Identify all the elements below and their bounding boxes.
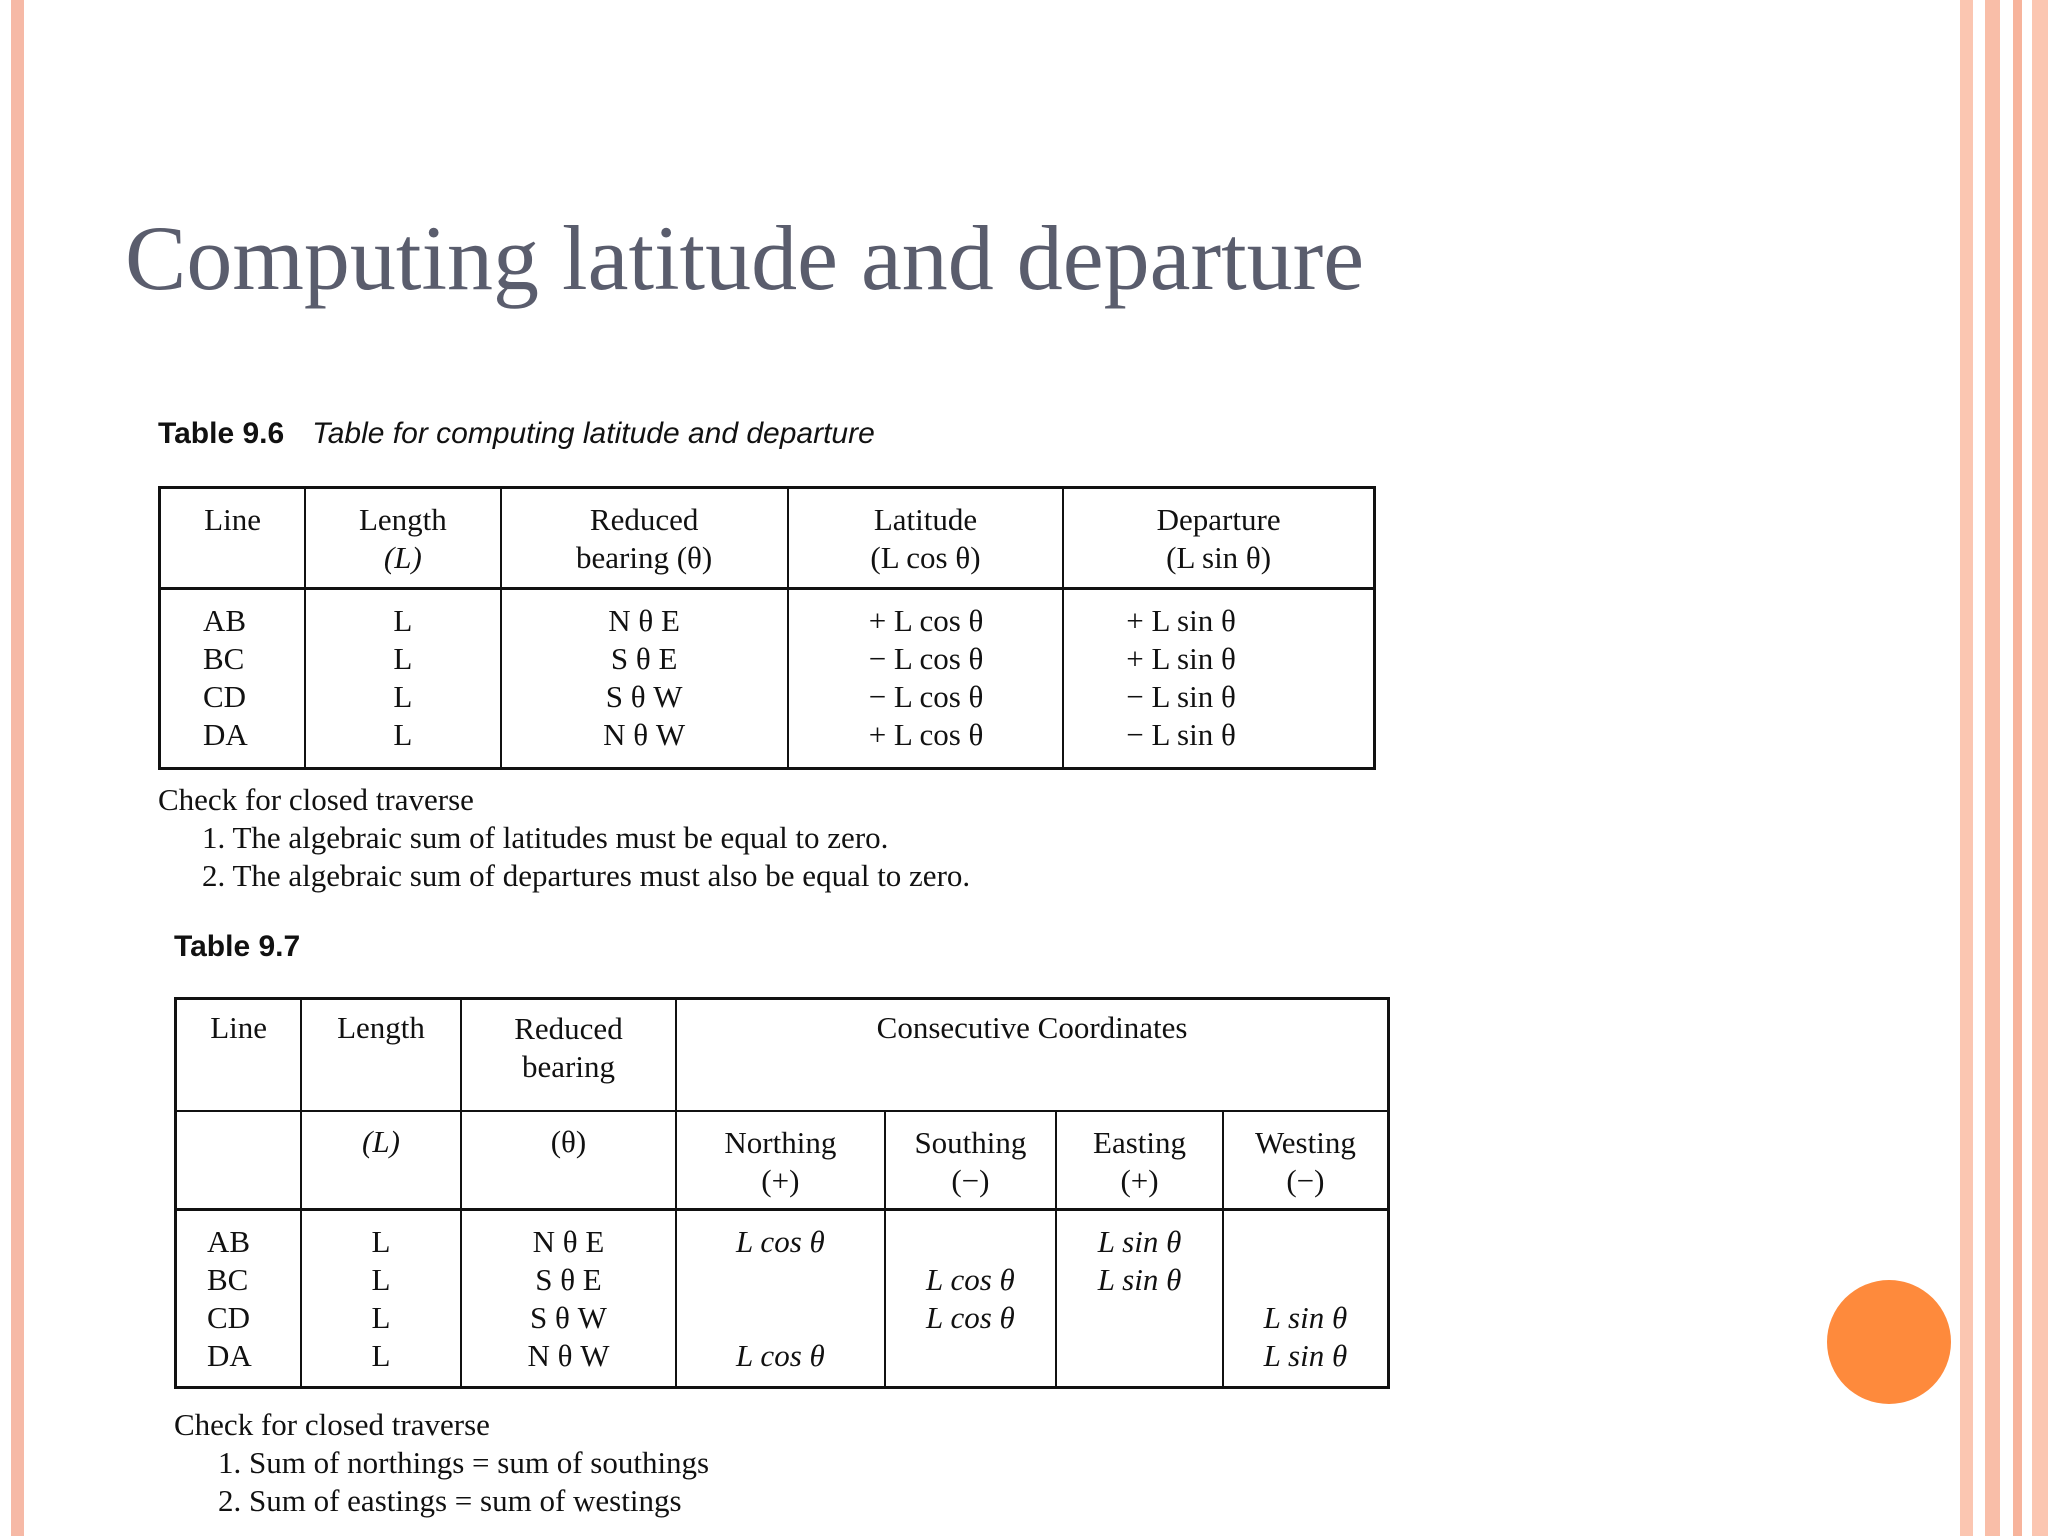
slide-title: Computing latitude and departure	[125, 207, 1365, 309]
table1-check-item: 2. The algebraic sum of departures must also be equal to zero.	[202, 858, 971, 893]
table2-check-notes	[174, 1406, 709, 1520]
table2-header-coordinates: Consecutive Coordinates	[676, 999, 1388, 1111]
table1-col-line: AB BC CD DA	[160, 589, 306, 769]
table1-header-bearing: Reduced bearing (θ)	[501, 488, 788, 589]
left-border-stripe	[11, 0, 24, 1536]
table1	[158, 486, 1376, 770]
table1-header-departure: Departure (L sin θ)	[1063, 488, 1374, 589]
table-row	[176, 1210, 1389, 1388]
table1-description: Table for computing latitude and departure	[312, 417, 875, 450]
table2-header-southing: Southing (−)	[885, 1111, 1057, 1210]
table2-col-westing: L sin θ L sin θ	[1223, 1210, 1389, 1388]
table1-col-departure: + L sin θ + L sin θ − L sin θ − L sin θ	[1063, 589, 1374, 769]
table2-header-empty	[176, 1111, 302, 1210]
table-row	[160, 589, 1375, 769]
table2-check-item: 1. Sum of northings = sum of southings	[218, 1445, 710, 1480]
table2-col-easting: L sin θ L sin θ	[1056, 1210, 1223, 1388]
table1-caption	[158, 417, 875, 451]
table2-header-bearing: Reduced bearing	[461, 999, 676, 1111]
table2-col-line: AB BC CD DA	[176, 1210, 302, 1388]
table1-number: Table 9.6	[158, 417, 285, 450]
table2-header-easting: Easting (+)	[1056, 1111, 1223, 1210]
table1-col-length: L L L L	[305, 589, 500, 769]
table2-header-theta: (θ)	[461, 1111, 676, 1210]
table2-header-line: Line	[176, 999, 302, 1111]
table2-col-northing: L cos θ L cos θ	[676, 1210, 884, 1388]
table2-caption	[174, 930, 300, 964]
table2-header-northing: Northing (+)	[676, 1111, 884, 1210]
right-border-stripe	[1960, 0, 1973, 1536]
table2-col-southing: L cos θ L cos θ	[885, 1210, 1057, 1388]
table1-col-bearing: N θ E S θ E S θ W N θ W	[501, 589, 788, 769]
decorative-circle	[1827, 1280, 1951, 1404]
table2-check-item: 2. Sum of eastings = sum of westings	[218, 1483, 682, 1518]
right-border-stripe	[1985, 0, 2000, 1536]
table1-col-latitude: + L cos θ − L cos θ − L cos θ + L cos θ	[788, 589, 1064, 769]
right-border-stripe	[2032, 0, 2048, 1536]
table1-check-notes	[158, 781, 970, 895]
table1-check-item: 1. The algebraic sum of latitudes must be equal to zero.	[202, 820, 889, 855]
table2-header-l: (L)	[301, 1111, 461, 1210]
table1-check-title: Check for closed traverse	[158, 782, 474, 817]
right-border-stripe	[2013, 0, 2022, 1536]
table2-header-westing: Westing (−)	[1223, 1111, 1389, 1210]
table1-header-line: Line	[160, 488, 306, 589]
table2	[174, 997, 1390, 1389]
table2-col-length: L L L L	[301, 1210, 461, 1388]
table2-col-bearing: N θ E S θ E S θ W N θ W	[461, 1210, 676, 1388]
table2-check-title: Check for closed traverse	[174, 1407, 490, 1442]
table2-number: Table 9.7	[174, 930, 301, 963]
table2-header-length: Length	[301, 999, 461, 1111]
table1-header-length: Length (L)	[305, 488, 500, 589]
table1-header-latitude: Latitude (L cos θ)	[788, 488, 1064, 589]
